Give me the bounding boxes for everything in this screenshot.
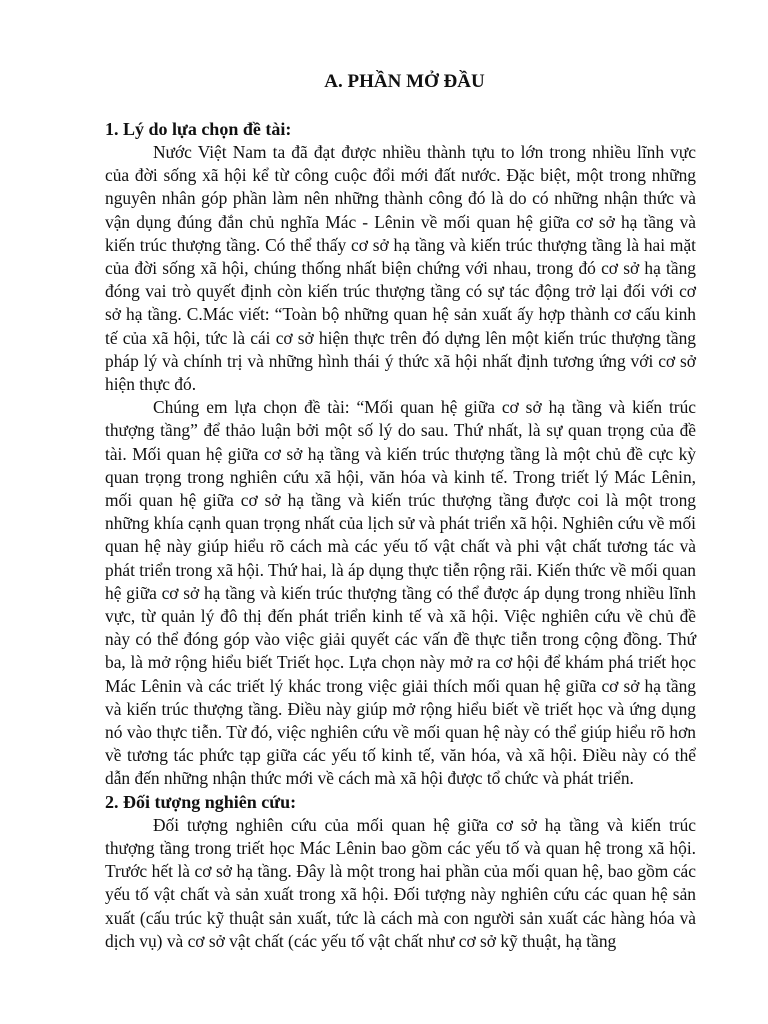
section-reasons [105,118,696,791]
paragraph: Chúng em lựa chọn đề tài: “Mối quan hệ giữa cơ sở hạ tầng và kiến trúc thượng tầng” để thảo luận bởi một số lý do sau. Thứ nhất, là sự quan trọng của đề tài. Mối quan hệ giữa cơ sở hạ tầng và kiến trúc thượng tầng là một chủ đề cực kỳ quan trọng trong nghiên cứu xã hội, văn hóa và kinh tế. Trong triết lý Mác Lênin, mối quan hệ giữa cơ sở hạ tầng và kiến trúc thượng tầng được coi là một trong những khía cạnh quan trọng nhất của lịch sử và phát triển xã hội. Nghiên cứu về mối quan hệ này giúp hiểu rõ cách mà các yếu tố vật chất và phi vật chất tương tác và phát triển trong xã hội. Thứ hai, là áp dụng thực tiễn rộng rãi. Kiến thức về mối quan hệ giữa cơ sở hạ tầng và kiến trúc thượng tầng có thể được áp dụng trong nhiều lĩnh vực, từ quản lý đô thị đến phát triển kinh tế và xã hội. Việc nghiên cứu về chủ đề này có thể đóng góp vào việc giải quyết các vấn đề thực tiễn trong cộng đồng. Thứ ba, là mở rộng hiểu biết Triết học. Lựa chọn này mở ra cơ hội để khám phá triết học Mác Lênin và các triết lý khác trong việc giải thích mối quan hệ giữa cơ sở hạ tầng và kiến trúc thượng tầng. Điều này giúp mở rộng hiểu biết về triết học và ứng dụng nó vào thực tiễn. Từ đó, việc nghiên cứu về mối quan hệ này có thể giúp hiểu rõ hơn về tương tác phức tạp giữa các yếu tố kinh tế, văn hóa, và xã hội. Điều này có thể dẫn đến những nhận thức mới về cách mà xã hội được tổ chức và phát triển. [105,397,696,789]
document-title: A. PHẦN MỞ ĐẦU [324,71,485,92]
paragraph: Nước Việt Nam ta đã đạt được nhiều thành tựu to lớn trong nhiều lĩnh vực của đời sống xã hội kể từ công cuộc đổi mới đất nước. Đặc biệt, một trong những nguyên nhân góp phần làm nên những thành công đó là do có những nhận thức và vận dụng đúng đắn chủ nghĩa Mác - Lênin về mối quan hệ giữa cơ sở hạ tầng và kiến trúc thượng tầng. Có thể thấy cơ sở hạ tầng và kiến trúc thượng tầng là hai mặt của đời sống xã hội, chúng thống nhất biện chứng với nhau, trong đó cơ sở hạ tầng đóng vai trò quyết định còn kiến trúc thượng tầng có sự tác động trở lại đối với cơ sở hạ tầng. C.Mác viết: “Toàn bộ những quan hệ sản xuất ấy hợp thành cơ cấu kinh tế của xã hội, tức là cái cơ sở hiện thực trên đó dựng lên một kiến trúc thượng tầng pháp lý và chính trị và những hình thái ý thức xã hội nhất định tương ứng với cơ sở hiện thực đó. [105,142,696,395]
section-research-object [105,791,696,953]
section-heading: 2. Đối tượng nghiên cứu: [105,791,297,812]
paragraph: Đối tượng nghiên cứu của mối quan hệ giữa cơ sở hạ tầng và kiến trúc thượng tầng trong triết học Mác Lênin bao gồm các yếu tố và quan hệ trong xã hội. Trước hết là cơ sở hạ tầng. Đây là một trong hai phần của mối quan hệ, bao gồm các yếu tố vật chất và sản xuất trong xã hội. Đối tượng này nghiên cứu các quan hệ sản xuất (cấu trúc kỹ thuật sản xuất, tức là cách mà con người sản xuất các hàng hóa và dịch vụ) và cơ sở vật chất (các yếu tố vật chất như cơ sở kỹ thuật, hạ tầng [105,814,696,951]
section-heading: 1. Lý do lựa chọn đề tài: [105,119,292,139]
